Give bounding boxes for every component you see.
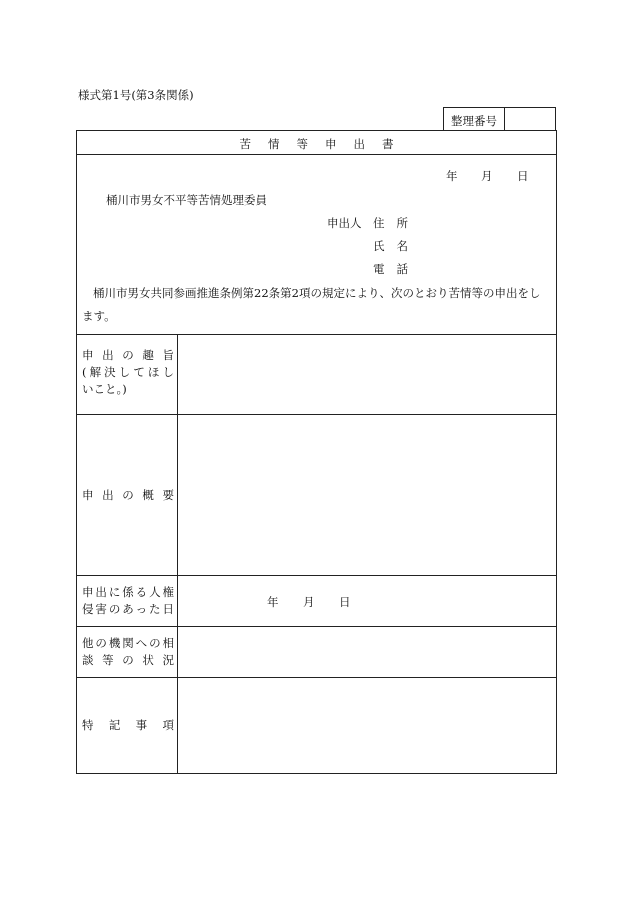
date-day-label: 日 <box>517 169 529 183</box>
row-divider <box>76 414 557 415</box>
applicant-address-label: 住 所 <box>373 216 408 230</box>
row-divider <box>76 575 557 576</box>
applicant-phone-field[interactable] <box>420 261 550 275</box>
summary-label: 申出の概要 <box>82 488 174 502</box>
date-month-label: 月 <box>481 169 493 183</box>
consultation-status-label: 他の機関への相 談等の状況 <box>82 636 174 667</box>
incident-year-label: 年 <box>267 595 279 609</box>
applicant-heading: 申出人 <box>327 216 362 230</box>
row-divider <box>76 334 557 335</box>
applicant-phone-label: 電 話 <box>373 262 408 276</box>
row-divider <box>76 626 557 627</box>
date-year-label: 年 <box>446 169 458 183</box>
consultation-status-field[interactable] <box>180 632 552 672</box>
statement-line-1: 桶川市男女共同参画推進条例第22条第2項の規定により、次のとおり苦情等の申出をし <box>93 286 541 300</box>
applicant-address-field[interactable] <box>420 215 550 229</box>
title-divider <box>76 154 557 155</box>
statement-line-2: ます。 <box>82 309 116 323</box>
row-divider <box>76 677 557 678</box>
incident-day-label: 日 <box>339 595 351 609</box>
remarks-label: 特記事項 <box>82 718 174 732</box>
incident-date-label: 申出に係る人権 侵害のあった日 <box>82 585 174 616</box>
summary-field[interactable] <box>180 420 552 570</box>
purpose-label: 申出の趣旨 (解決してほし いこと。) <box>82 348 174 396</box>
addressee: 桶川市男女不平等苦情処理委員 <box>106 193 267 207</box>
reference-number-label: 整理番号 <box>451 114 497 128</box>
form-number-label: 様式第1号(第3条関係) <box>78 88 194 102</box>
column-divider <box>177 334 178 774</box>
purpose-field[interactable] <box>180 340 552 410</box>
form-title: 苦情等申出書 <box>239 137 411 151</box>
reference-number-field[interactable] <box>505 113 555 127</box>
applicant-name-label: 氏 名 <box>373 239 408 253</box>
reference-number-box <box>443 107 556 131</box>
applicant-name-field[interactable] <box>420 238 550 252</box>
incident-month-label: 月 <box>303 595 315 609</box>
remarks-field[interactable] <box>180 683 552 769</box>
